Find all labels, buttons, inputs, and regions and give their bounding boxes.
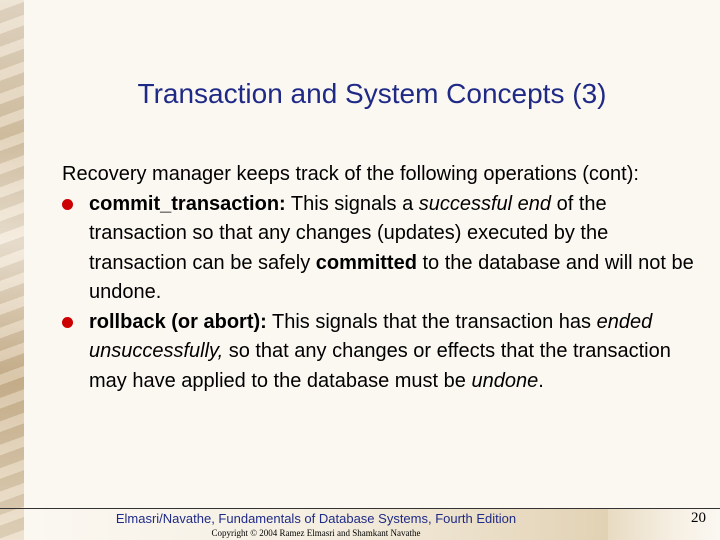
footer-copyright: Copyright © 2004 Ramez Elmasri and Shamkant Navathe bbox=[211, 528, 421, 538]
bullet-term: commit_transaction: bbox=[89, 192, 286, 215]
bullet-text: This signals a bbox=[285, 192, 419, 215]
bullet-commit-transaction bbox=[62, 190, 702, 308]
bullet-dot-icon bbox=[62, 317, 73, 328]
bullet-bold: committed bbox=[315, 251, 417, 274]
bullet-term: rollback (or abort): bbox=[89, 310, 267, 333]
slide-title: Transaction and System Concepts (3) bbox=[137, 78, 607, 109]
bullet-text: of the transaction so that any changes (updates) executed by the transaction can be safely bbox=[89, 192, 609, 274]
bullet-rollback bbox=[62, 308, 702, 397]
bullet-text: This signals that the transaction has bbox=[266, 310, 597, 333]
bullet-emphasis: ended unsuccessfully, bbox=[89, 310, 653, 362]
bullet-text: so that any changes or effects that the transaction may have applied to the database must be bbox=[89, 340, 671, 392]
slide-body bbox=[62, 160, 702, 396]
bullet-emphasis: successful end bbox=[418, 192, 552, 215]
page-number: 20 bbox=[691, 510, 706, 526]
bullet-emphasis: undone bbox=[471, 369, 539, 392]
bullet-text: to the database and will not be undone. bbox=[89, 251, 694, 303]
footer-book-citation: Elmasri/Navathe, Fundamentals of Database Systems, Fourth Edition bbox=[115, 511, 517, 526]
bullet-dot-icon bbox=[62, 199, 73, 210]
decorative-side-strip bbox=[0, 0, 24, 540]
bullet-text: . bbox=[538, 369, 544, 392]
intro-paragraph: Recovery manager keeps track of the following operations (cont): bbox=[62, 163, 639, 185]
